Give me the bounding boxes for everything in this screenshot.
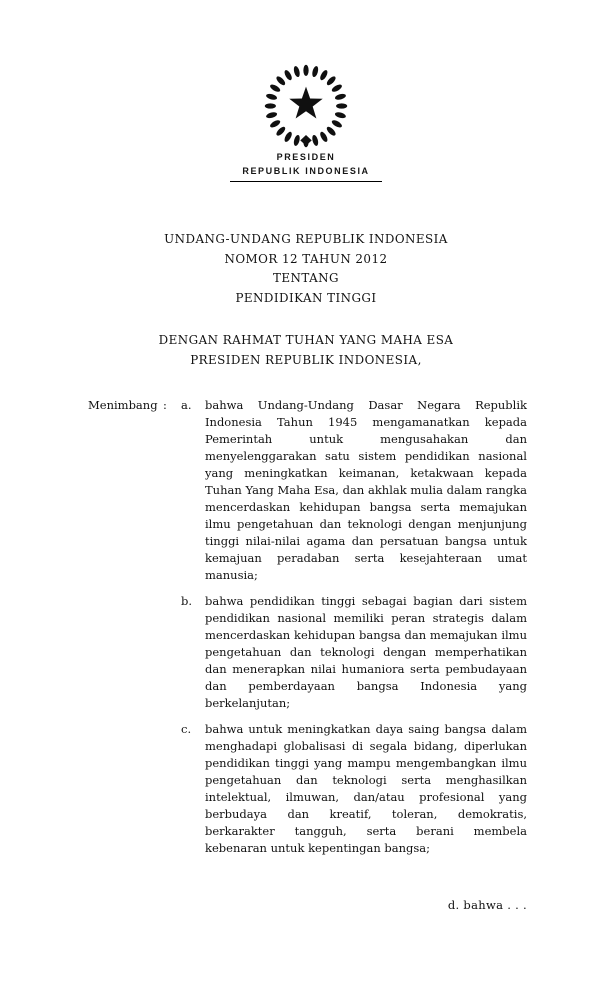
letterhead [0, 0, 612, 182]
considering-label: Menimbang [88, 398, 158, 412]
item-text-b: bahwa pendidikan tinggi sebagai bagian dari sistem pendidikan nasional memiliki peran strategis dalam mencerdaskan kehidupan bangsa dan memajukan ilmu pengetahuan dan teknologi dengan memperhatikan dan menerapkan nilai humaniora serta pembudayaan dan pemberdayaan bangsa Indonesia yang berkelanjutan; [205, 594, 527, 710]
letterhead-rule [230, 181, 382, 182]
doc-title-line-4: PENDIDIKAN TINGGI [235, 290, 377, 305]
doc-title-line-2: NOMOR 12 TAHUN 2012 [224, 251, 388, 266]
presidential-emblem-icon [258, 62, 354, 150]
star-icon [289, 87, 322, 119]
doc-title-line-3: TENTANG [273, 271, 339, 285]
item-text-a: bahwa Undang-Undang Dasar Negara Republik Indonesia Tahun 1945 mengamanatkan kepada Pemerintah untuk mengusahakan dan menyelenggarakan satu sistem pendidikan nasional yang meningkatkan keimanan, ketakwaan kepada Tuhan Yang Maha Esa, dan akhlak mulia dalam rangka mencerdaskan kehidupan bangsa serta memajukan ilmu pengetahuan dan teknologi dengan menjunjung tinggi nilai-nilai agama dan persatuan bangsa untuk kemajuan peradaban serta kesejahteraan umat manusia; [205, 398, 527, 582]
page-catchword: d. bahwa . . . [447, 898, 527, 912]
item-text-c: bahwa untuk meningkatkan daya saing bangsa dalam menghadapi globalisasi di segala bidang, diperlukan pendidikan tinggi yang mampu mengembangkan ilmu pengetahuan dan teknologi serta menghasilkan intelektual, ilmuwan, dan/atau profesional yang berbudaya dan kreatif, toleran, demokratis, berkarakter tangguh, serta berani membela kebenaran untuk kepentingan bangsa; [205, 722, 527, 855]
doc-title-line-1: UNDANG-UNDANG REPUBLIK INDONESIA [164, 232, 448, 246]
item-letter-a: a. [181, 398, 192, 412]
letterhead-subtitle: REPUBLIK INDONESIA [242, 165, 370, 176]
invocation-block [0, 331, 612, 370]
considering-section [88, 397, 612, 857]
item-letter-b: b. [181, 594, 193, 608]
considering-colon: : [163, 398, 167, 412]
item-letter-c: c. [181, 722, 192, 736]
letterhead-title: PRESIDEN [276, 152, 336, 162]
document-title-block [0, 230, 612, 308]
invocation-line-2: PRESIDEN REPUBLIK INDONESIA, [190, 352, 422, 367]
invocation-line-1: DENGAN RAHMAT TUHAN YANG MAHA ESA [158, 333, 454, 347]
